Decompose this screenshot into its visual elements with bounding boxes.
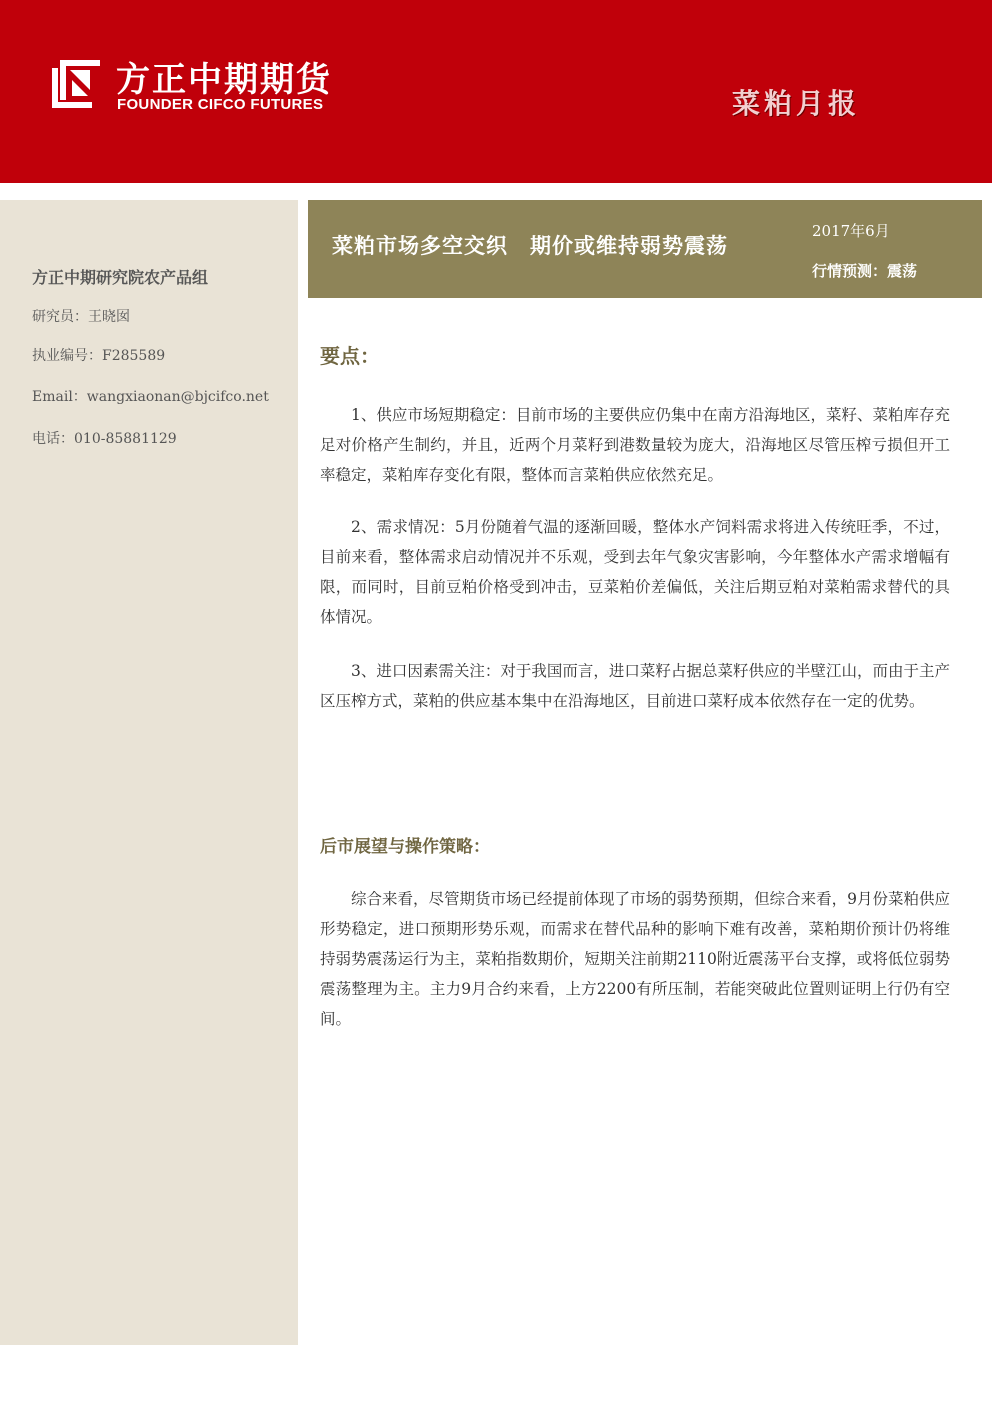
email-address[interactable]: Email：wangxiaonan@bjcifco.net [32,389,269,405]
market-forecast: 行情预测：震荡 [812,262,918,280]
title-bar [308,200,982,298]
sidebar-panel [0,200,298,1345]
key-point-2: 2、需求情况：5月份随着气温的逐渐回暖，整体水产饲料需求将进入传统旺季，不过，目前来看，整体需求启动情况并不乐观，受到去年气象灾害影响，今年整体水产需求增幅有限，而同时，目前豆粕价格受到冲击，豆菜粕价差偏低，关注后期豆粕对菜粕需求替代的具体情况。 [320,518,950,626]
founder-logo-icon [48,56,104,112]
key-points-heading: 要点： [320,344,380,368]
key-point-3: 3、进口因素需关注：对于我国而言，进口菜籽占据总菜籽供应的半壁江山，而由于主产区压榨方式，菜粕的供应基本集中在沿海地区，目前进口菜籽成本依然存在一定的优势。 [320,662,950,710]
researcher-name: 研究员：王晓囡 [32,309,130,325]
brand-name-cn: 方正中期期货 [116,60,332,100]
license-number: 执业编号：F285589 [32,348,166,364]
outlook-heading: 后市展望与操作策略： [320,837,490,857]
phone-number: 电话：010-85881129 [32,431,177,447]
report-type-title: 菜粕月报 [732,87,861,120]
report-header [0,0,992,183]
research-group: 方正中期研究院农产品组 [32,268,209,287]
key-point-1: 1、供应市场短期稳定：目前市场的主要供应仍集中在南方沿海地区，菜籽、菜粕库存充足对价格产生制约，并且，近两个月菜籽到港数量较为庞大，沿海地区尽管压榨亏损但开工率稳定，菜粕库存变化有限，整体而言菜粕供应依然充足。 [320,406,950,484]
outlook-text: 综合来看，尽管期货市场已经提前体现了市场的弱势预期，但综合来看，9月份菜粕供应形势稳定，进口预期形势乐观，而需求在替代品种的影响下难有改善，菜粕期价预计仍将维持弱势震荡运行为主，菜粕指数期价，短期关注前期2110附近震荡平台支撑，或将低位弱势震荡整理为主。主力9月合约来看，上方2200有所压制，若能突破此位置则证明上行仍有空间。 [320,890,950,1028]
report-title: 菜粕市场多空交织 期价或维持弱势震荡 [332,234,728,258]
brand-name-en: FOUNDER CIFCO FUTURES [117,96,324,113]
report-date: 2017年6月 [812,222,890,240]
